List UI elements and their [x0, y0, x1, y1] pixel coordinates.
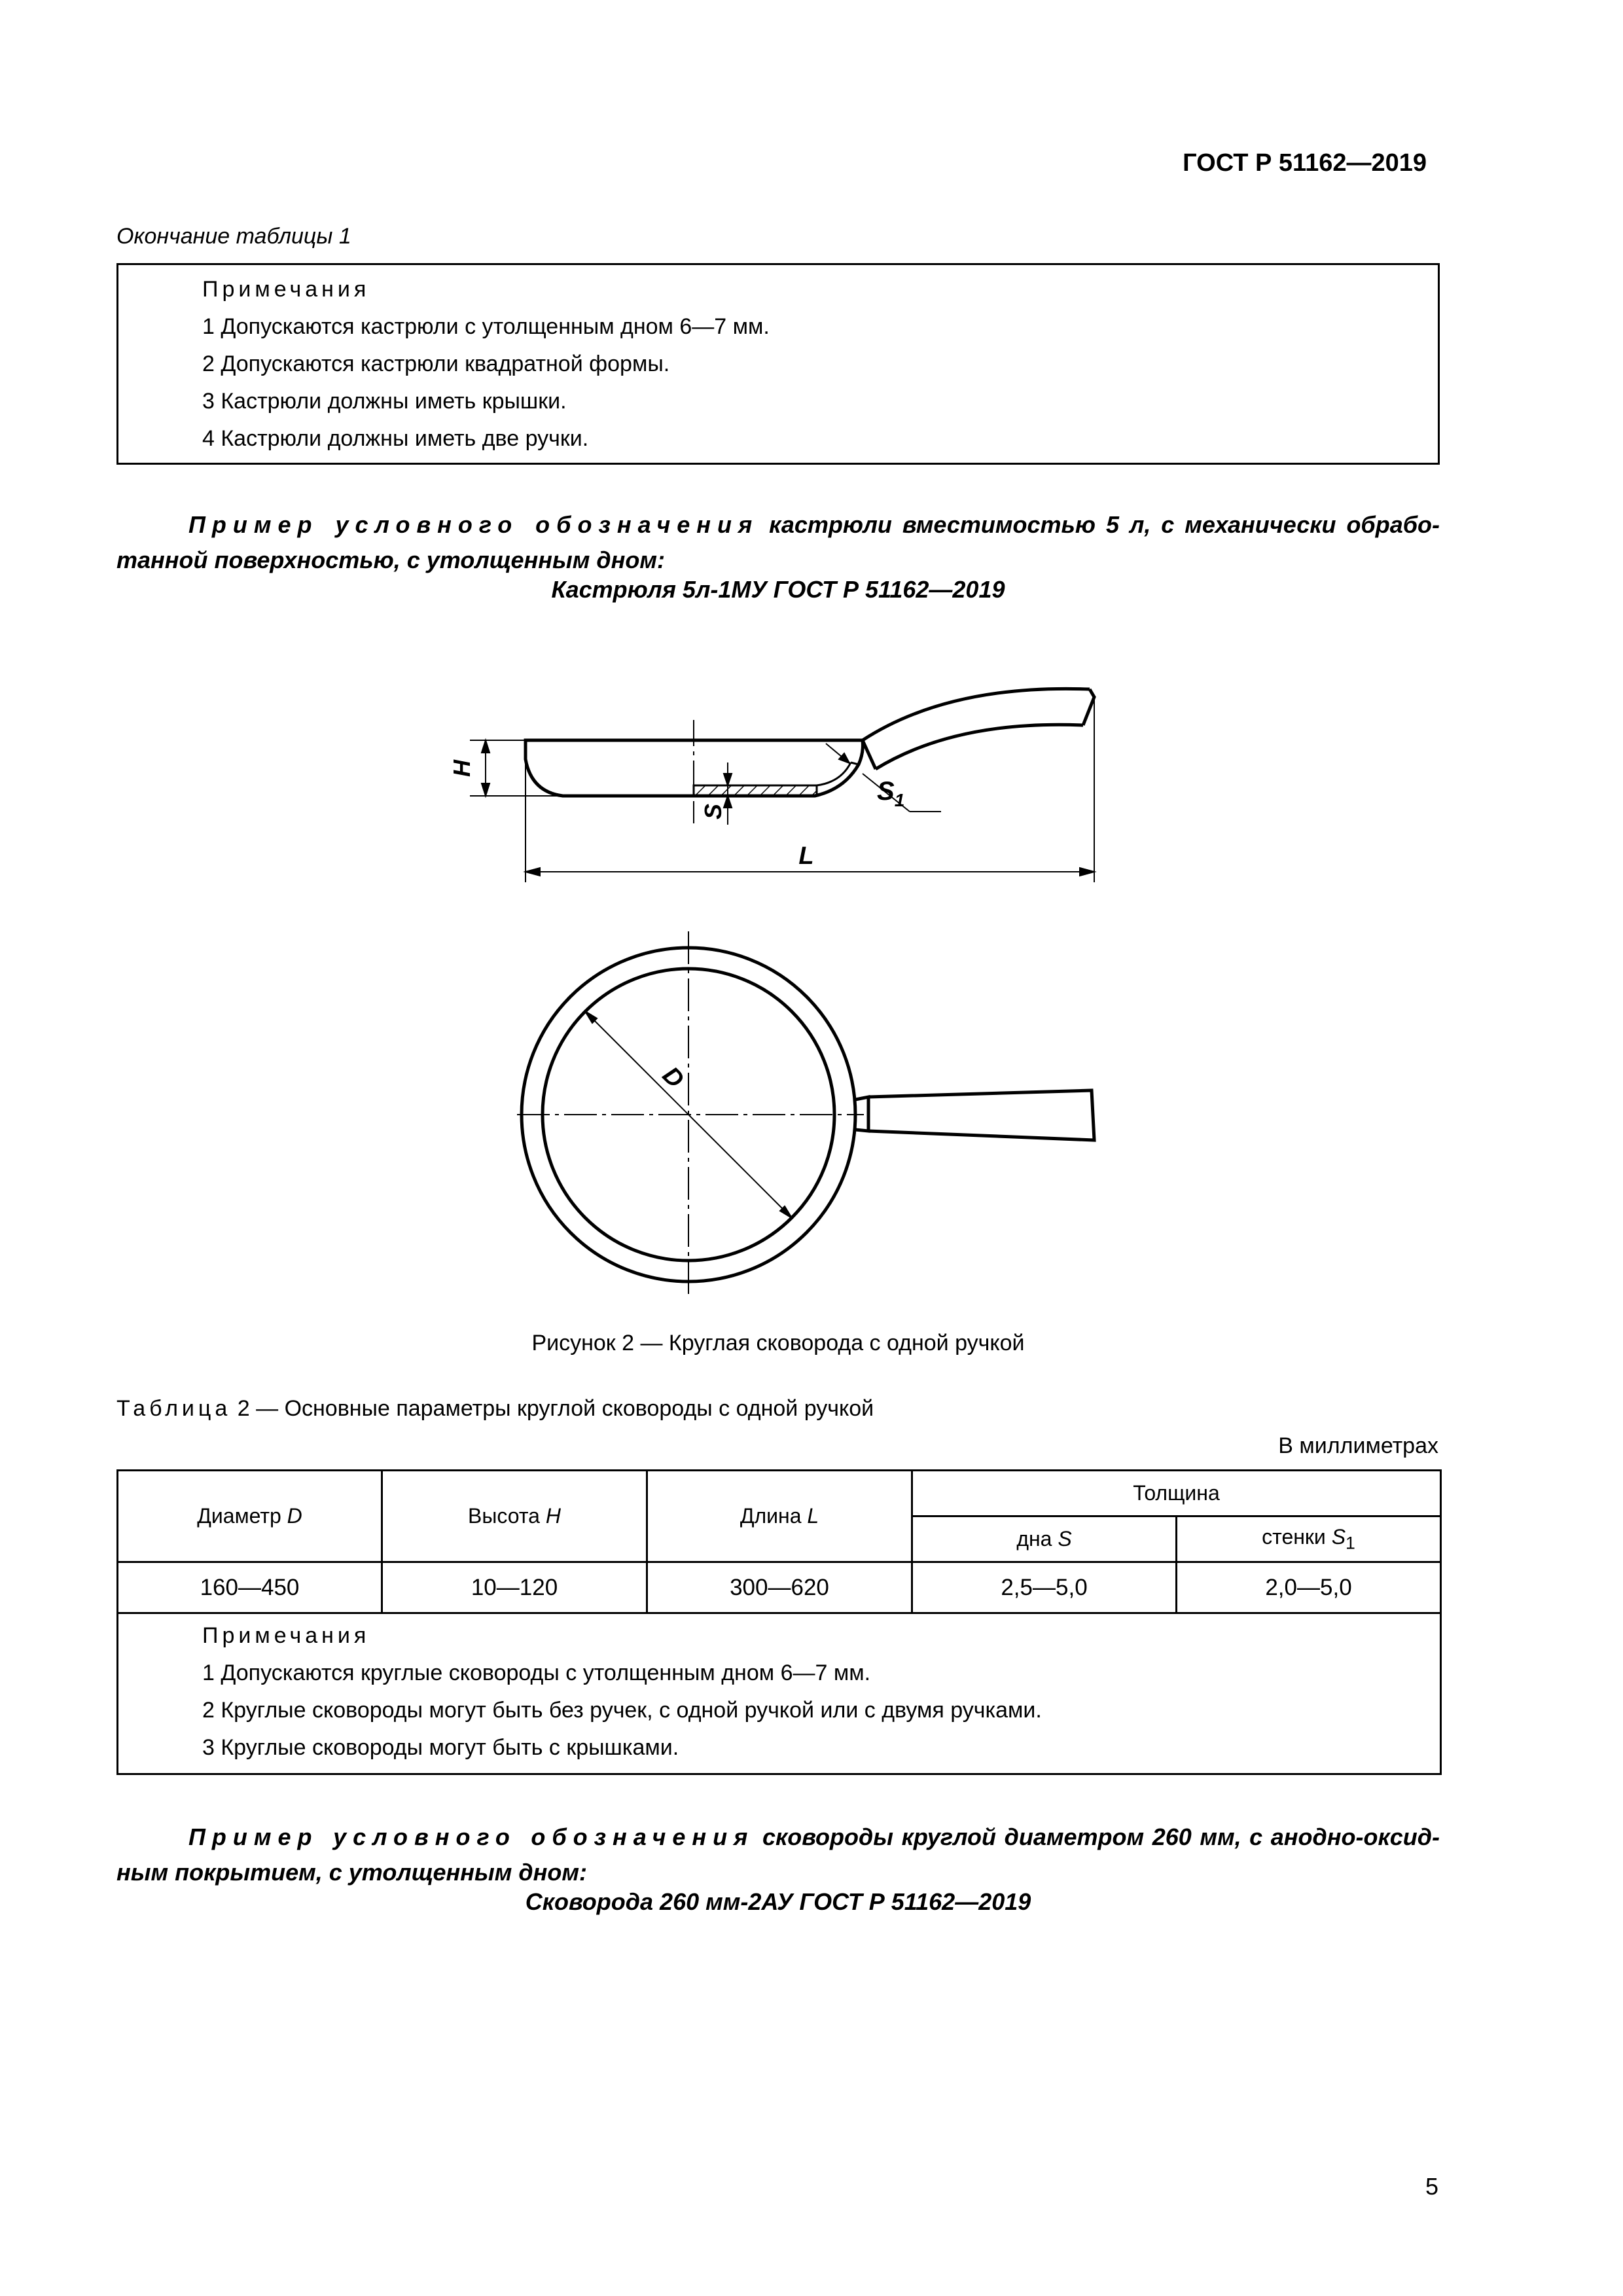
example1-text-line1: кастрюли вместимостью 5 л, с механически обрабо- — [769, 511, 1440, 538]
example1-designation: Кастрюля 5л-1МУ ГОСТ Р 51162—2019 — [551, 576, 1005, 603]
example2-lead: Пример условного обозначения — [188, 1823, 755, 1850]
value-bottom: 2,5—5,0 — [912, 1562, 1177, 1613]
value-length: 300—620 — [647, 1562, 912, 1613]
table2 — [116, 1469, 1442, 1775]
table2-title-rest: 2 — Основные параметры круглой сковороды с одной ручкой — [237, 1396, 874, 1421]
table2-note-2: 2 Круглые сковороды могут быть без ручек, с одной ручкой или с двумя ручками. — [202, 1698, 1042, 1723]
example1-text-line2: танной поверхностью, с утолщенным дном: — [116, 547, 665, 573]
table1-note-3: 3 Кастрюли должны иметь крышки. — [202, 389, 567, 414]
label-h: H — [448, 760, 475, 777]
header-diameter: Диаметр D — [118, 1471, 382, 1562]
top-view-axes — [517, 931, 864, 1297]
value-wall: 2,0—5,0 — [1177, 1562, 1441, 1613]
label-d: D — [656, 1061, 690, 1094]
label-l: L — [798, 842, 814, 870]
table1-notes-title: Примечания — [202, 277, 370, 302]
table2-title — [116, 1396, 874, 1422]
table2-title-word: Таблица — [116, 1396, 232, 1421]
figure2-caption: Рисунок 2 — Круглая сковорода с одной ручкой — [531, 1331, 1025, 1355]
label-s1: $S_1$ — [877, 777, 905, 810]
example2-designation: Сковорода 260 мм-2АУ ГОСТ Р 51162—2019 — [525, 1888, 1031, 1915]
table1-note-1: 1 Допускаются кастрюли с утолщенным дном 6—7 мм. — [202, 314, 770, 339]
table1-note-2: 2 Допускаются кастрюли квадратной формы. — [202, 351, 670, 376]
example2-paragraph — [116, 1820, 1440, 1890]
header-thickness: Толщина — [912, 1471, 1441, 1516]
header-bottom: дна S — [912, 1516, 1177, 1562]
page-number: 5 — [1425, 2173, 1438, 2200]
example2-text-line2: ным покрытием, с утолщенным дном: — [116, 1859, 587, 1886]
table1-note-4: 4 Кастрюли должны иметь две ручки. — [202, 426, 589, 451]
pan-handle-top — [855, 1090, 1094, 1140]
table2-notes-row — [118, 1613, 1441, 1774]
pan-handle-side — [863, 689, 1094, 769]
table1-continuation-label: Окончание таблицы 1 — [116, 224, 351, 249]
document-code: ГОСТ Р 51162—2019 — [1183, 149, 1427, 177]
table2-units: В миллиметрах — [1278, 1433, 1438, 1458]
example1-lead: Пример условного обозначения — [188, 511, 759, 538]
header-length: Длина L — [647, 1471, 912, 1562]
header-wall: стенки $S_1$ — [1177, 1516, 1441, 1562]
dimension-h — [470, 740, 563, 796]
table2-notes-cell — [118, 1613, 1441, 1774]
table-row — [118, 1562, 1441, 1613]
table2-notes-title: Примечания — [202, 1623, 370, 1648]
header-height: Высота H — [382, 1471, 647, 1562]
table2-note-3: 3 Круглые сковороды могут быть с крышками. — [202, 1735, 679, 1760]
example2-text-line1: сковороды круглой диаметром 260 мм, с анодно-оксид- — [762, 1823, 1440, 1850]
table2-header-row-1 — [118, 1471, 1441, 1516]
label-s: S — [700, 803, 726, 820]
value-diameter: 160—450 — [118, 1562, 382, 1613]
value-height: 10—120 — [382, 1562, 647, 1613]
table2-note-1: 1 Допускаются круглые сковороды с утолщенным дном 6—7 мм. — [202, 1660, 871, 1685]
